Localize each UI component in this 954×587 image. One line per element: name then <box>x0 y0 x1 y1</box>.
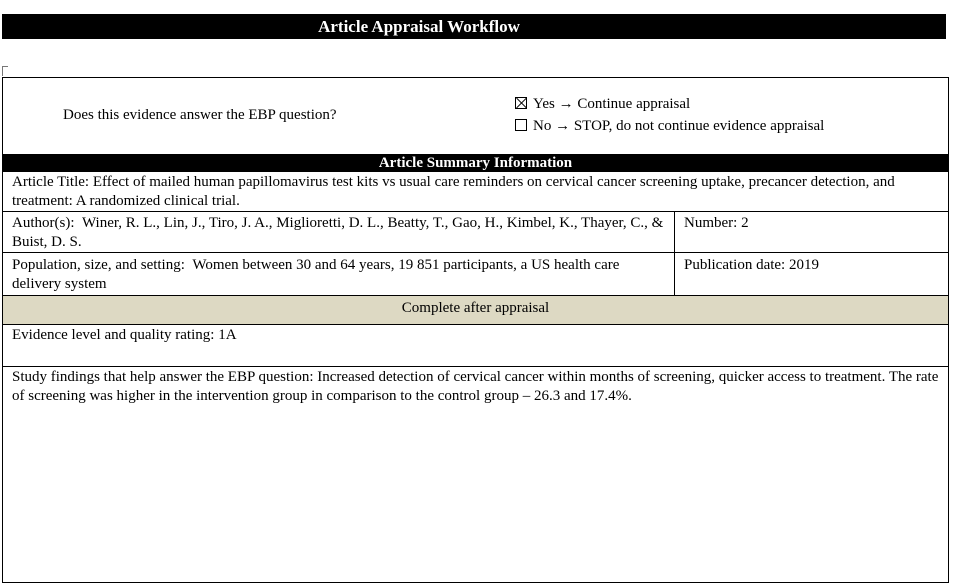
population-label: Population, size, and setting: <box>12 257 185 273</box>
number-label: Number: <box>684 215 738 231</box>
evidence-level-value: 1A <box>218 327 237 343</box>
no-option-label: No → STOP, do not continue evidence appraisal <box>533 118 825 134</box>
checked-box-icon[interactable] <box>515 97 527 109</box>
margin-mark <box>2 66 3 76</box>
evidence-level-label: Evidence level and quality rating: <box>12 327 215 343</box>
publication-date-value: 2019 <box>788 257 819 273</box>
publication-date-label: Publication date: <box>684 257 786 273</box>
authors-cell <box>3 212 675 253</box>
study-findings-cell <box>3 367 948 582</box>
article-title-label: Article Title: <box>12 174 90 190</box>
complete-after-appraisal-row: Complete after appraisal <box>3 296 948 325</box>
ebp-question-text: Does this evidence answer the EBP question? <box>63 107 337 123</box>
article-summary-header: Article Summary Information <box>3 154 948 172</box>
publication-date-cell <box>675 253 948 296</box>
ebp-question-row <box>3 78 948 154</box>
article-title-value: Effect of mailed human papillomavirus test kits vs usual care reminders on cervical cancer screening uptake, precancer detection, and treatment: A randomized clinical trial. <box>12 174 895 209</box>
population-cell <box>3 253 675 296</box>
margin-mark-horizontal <box>2 66 8 67</box>
yes-option-label: Yes → Continue appraisal <box>533 96 691 112</box>
document-title: Article Appraisal Workflow <box>2 14 946 39</box>
evidence-level-cell <box>3 325 948 367</box>
study-findings-value: Increased detection of cervical cancer within months of screening, quicker access to treatment. The rate of screening was higher in the intervention group in comparison to the control group – 26.3 and 17.4%. <box>12 369 939 404</box>
no-option[interactable] <box>515 118 824 135</box>
study-findings-label: Study findings that help answer the EBP question: <box>12 369 314 385</box>
yes-option[interactable] <box>515 96 690 113</box>
number-cell <box>675 212 948 253</box>
authors-value: Winer, R. L., Lin, J., Tiro, J. A., Miglioretti, D. L., Beatty, T., Gao, H., Kimbel, K., Thayer, C., & Buist, D. S. <box>12 215 664 250</box>
number-value: 2 <box>741 215 749 231</box>
authors-label: Author(s): <box>12 215 75 231</box>
empty-checkbox-icon[interactable] <box>515 119 527 131</box>
article-title-cell <box>3 172 948 212</box>
population-value: Women between 30 and 64 years, 19 851 participants, a US health care delivery system <box>12 257 620 292</box>
appraisal-table <box>2 77 949 583</box>
